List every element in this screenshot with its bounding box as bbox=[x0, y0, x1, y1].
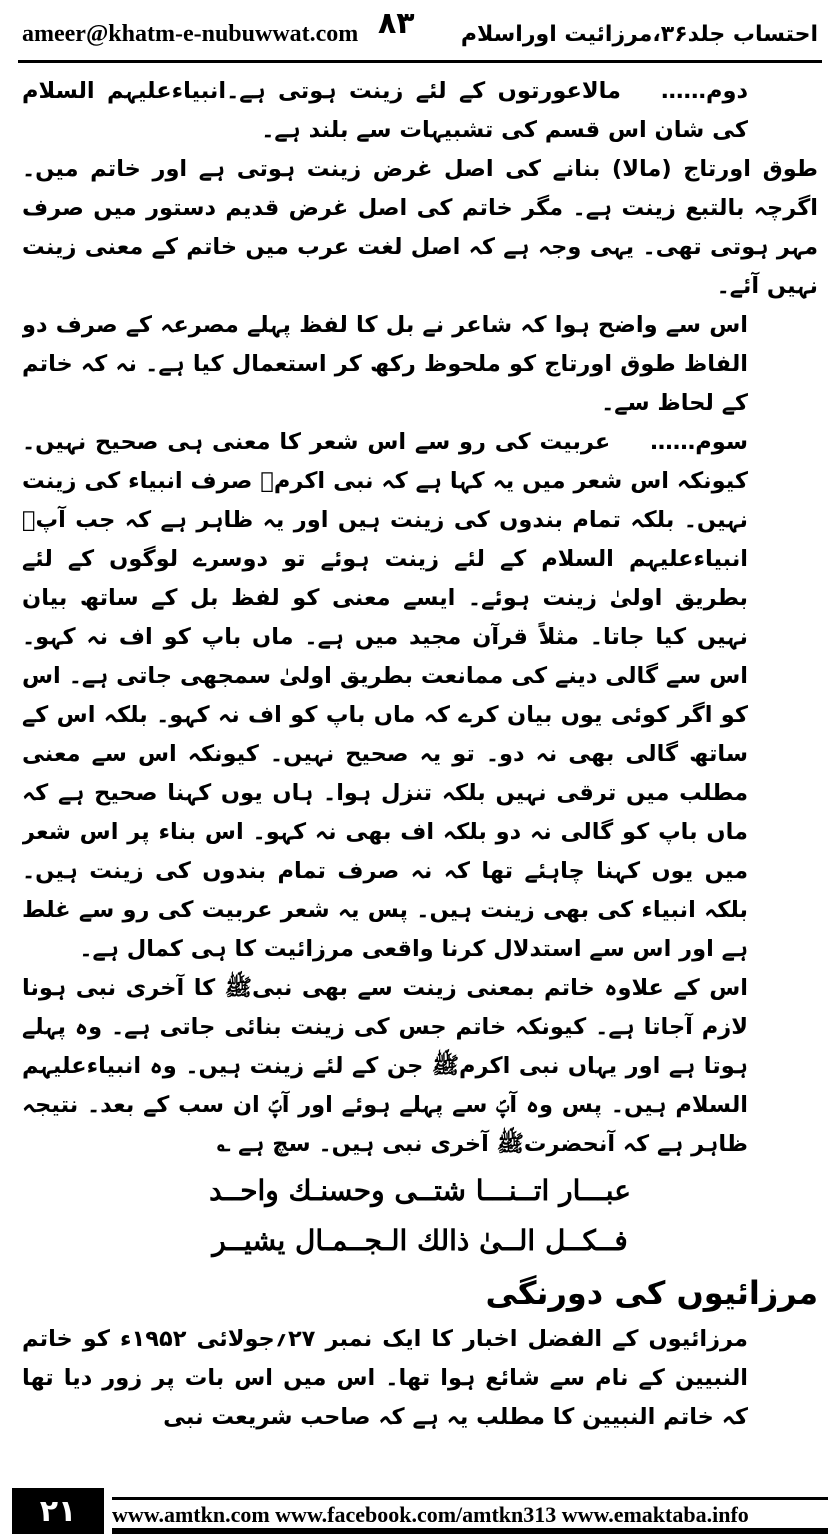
page-header bbox=[22, 8, 818, 60]
poem-line-1: عبـــار اتــنـــا شتــى وحسنـك واحــد bbox=[209, 1174, 631, 1207]
paragraph-1-label: دوم…… bbox=[660, 78, 748, 104]
section-paragraph-1: مرزائیوں کے الفضل اخبار کا ایک نمبر ۲۷؍جولائی ۱۹۵۲ء کو خاتم النبیین کے نام سے شائع ہوا تھا۔ اس میں اس بات پر زور دیا تھا کہ خاتم النبیین کا مطلب یہ ہے کہ صاحب شریعت نبی bbox=[22, 1326, 748, 1430]
poem-line-2: فــكــل الــىٰ ذالك الـجــمـال يشيــر bbox=[212, 1224, 628, 1257]
header-book-title: احتساب جلد۳۶،مرزائیت اوراسلام bbox=[460, 21, 818, 47]
page-footer bbox=[12, 1488, 828, 1534]
page-body bbox=[22, 72, 818, 1450]
paragraph-2: طوق اورتاج (مالا) بنانے کی اصل غرض زینت ہوتی ہے اور خاتم میں۔ اگرچہ بالتبع زینت ہے۔ مگر خاتم کی اصل غرض قدیم دستور میں صرف مہر ہوتی تھی۔ یہی وجہ ہے کہ اصل لغت عرب میں خاتم کے معنی زینت نہیں آئے۔ bbox=[22, 156, 818, 299]
paragraph-1 bbox=[22, 72, 818, 150]
paragraph-4 bbox=[22, 423, 818, 969]
header-email: ameer@khatm-e-nubuwwat.com bbox=[22, 20, 359, 47]
section-heading: مرزائیوں کی دورنگی bbox=[485, 1274, 818, 1312]
footer-bar bbox=[104, 1488, 828, 1534]
footer-links: www.amtkn.com www.facebook.com/amtkn313 www.emaktaba.info bbox=[112, 1502, 749, 1527]
header-rule bbox=[18, 60, 822, 63]
footer-page-number: ۲۱ bbox=[12, 1488, 104, 1534]
paragraph-1-text: مالاعورتوں کے لئے زینت ہوتی ہے۔انبیاءعلیہم السلام کی شان اس قسم کی تشبیہات سے بلند ہے۔ bbox=[22, 78, 748, 143]
footer-rule-thin bbox=[112, 1497, 828, 1500]
paragraph-5: اس کے علاوہ خاتم بمعنی زینت سے بھی نبیﷺ کا آخری نبی ہونا لازم آجاتا ہے۔ کیونکہ خاتم جس کی زینت بنائی جاتی ہے۔ وہ پہلے ہوتا ہے اور یہاں نبی اکرمﷺ جن کے لئے زینت ہیں۔ وہ انبیاءعلیہم السلام ہیں۔ پس وہ آپؐ سے پہلے ہوئے اور آپؐ ان سب کے بعد۔ نتیجہ ظاہر ہے کہ آنحضرتﷺ آخری نبی ہیں۔ سچ ہے ؎ bbox=[22, 975, 748, 1157]
header-page-number: ۸۳ bbox=[378, 6, 415, 41]
paragraph-3: اس سے واضح ہوا کہ شاعر نے بل کا لفظ پہلے مصرعہ کے صرف دو الفاظ طوق اورتاج کو ملحوظ رکھ کر استعمال کیا ہے۔ نہ کہ خاتم کے لحاظ سے۔ bbox=[22, 312, 748, 416]
paragraph-4-label: سوم…… bbox=[650, 429, 748, 455]
footer-rule-thick bbox=[112, 1528, 828, 1534]
paragraph-4-text: عربیت کی رو سے اس شعر کا معنی ہی صحیح نہیں۔ کیونکہ اس شعر میں یہ کہا ہے کہ نبی اکرمﷺ صرف انبیاء کی زینت نہیں۔ بلکہ تمام بندوں کی زینت ہیں اور یہ ظاہر ہے کہ جب آپؐ انبیاءعلیہم السلام کے لئے زینت ہوئے تو دوسرے لوگوں کے لئے بطریق اولیٰ زینت ہوئے۔ ایسے معنی کو لفظ بل کے ساتھ بیان نہیں کیا جاتا۔ مثلاً قرآن مجید میں ہے۔ ماں باپ کو اف نہ کہو۔ اس سے گالی دینے کی ممانعت بطریق اولیٰ سمجھی جاتی ہے۔ اس کو اگر کوئی یوں بیان کرے کہ ماں باپ کو اف نہ کہو۔ بلکہ اس کے ساتھ گالی بھی نہ دو۔ تو یہ صحیح نہیں۔ کیونکہ اس سے معنی مطلب میں ترقی نہیں بلکہ تنزل ہوا۔ ہاں یوں کہنا صحیح ہے کہ ماں باپ کو گالی نہ دو بلکہ اف بھی نہ کہو۔ اس بناء پر اس شعر میں یوں کہنا چاہئے تھا کہ نہ صرف تمام بندوں کی زینت ہیں۔ بلکہ انبیاء کی بھی زینت ہیں۔ پس یہ شعر عربیت کی رو سے غلط ہے اور اس سے استدلال کرنا واقعی مرزائیت کا ہی کمال ہے۔ bbox=[22, 429, 748, 962]
